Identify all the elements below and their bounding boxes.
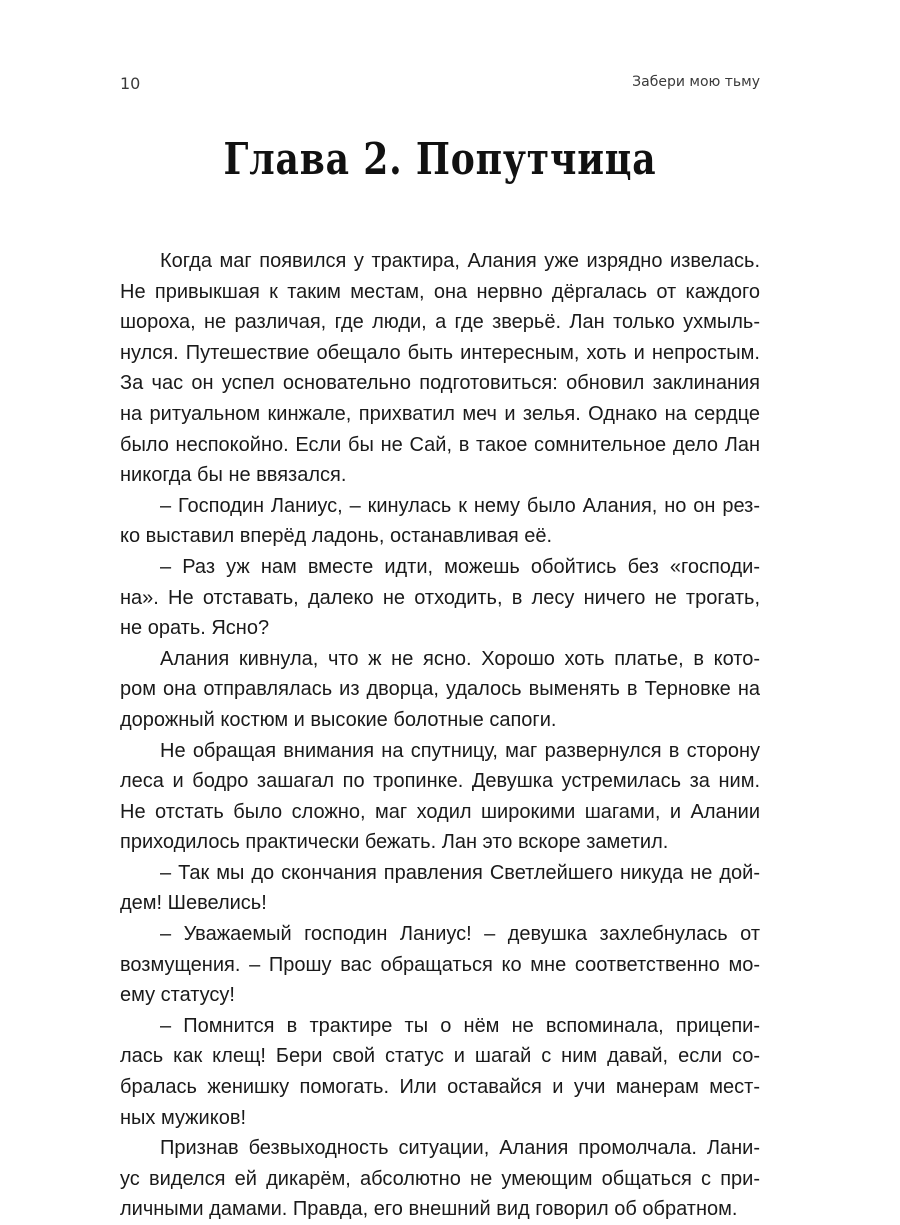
text-line: ему статусу!: [120, 984, 235, 1007]
book-title: Забери мою тьму: [632, 74, 760, 90]
paragraph: [120, 1011, 760, 1133]
text-line: на ритуальном кинжале, прихватил меч и зелья. Однако на сердце: [120, 402, 760, 425]
text-line: – Уважаемый господин Ланиус! – девушка захлебнулась от: [160, 923, 760, 946]
paragraph: [120, 919, 760, 1011]
text-line: Не обращая внимания на спутницу, маг развернулся в сторону: [160, 739, 760, 762]
paragraph: [120, 246, 760, 491]
text-line: на». Не отставать, далеко не отходить, в лесу ничего не трогать,: [120, 586, 760, 609]
text-line: леса и бодро зашагал по тропинке. Девушка устремилась за ним.: [120, 770, 760, 793]
text-line: бралась женишку помогать. Или оставайся и учи манерам мест-: [120, 1076, 760, 1099]
paragraph: [120, 1133, 760, 1225]
body-text: [120, 246, 760, 1225]
text-line: лась как клещ! Бери свой статус и шагай с ним давай, если со-: [120, 1045, 760, 1068]
chapter-title: Глава 2. Попутчица: [223, 134, 657, 185]
paragraph: [120, 858, 760, 919]
text-line: Не привыкшая к таким местам, она нервно дёргалась от каждого: [120, 280, 760, 303]
text-line: Алания кивнула, что ж не ясно. Хорошо хоть платье, в кото-: [160, 647, 760, 670]
text-line: не орать. Ясно?: [120, 617, 270, 640]
text-line: никогда бы не ввязался.: [120, 464, 347, 487]
paragraph: [120, 644, 760, 736]
text-line: ных мужиков!: [120, 1106, 247, 1129]
text-line: Не отстать было сложно, маг ходил широкими шагами, и Алании: [120, 800, 760, 823]
text-line: личными дамами. Правда, его внешний вид говорил об обратном.: [120, 1198, 738, 1221]
page-number: 10: [120, 74, 141, 93]
paragraph: [120, 736, 760, 858]
text-line: ус виделся ей дикарём, абсолютно не умеющим общаться с при-: [120, 1167, 760, 1190]
text-line: – Господин Ланиус, – кинулась к нему было Алания, но он рез-: [160, 494, 760, 517]
text-line: шороха, не различая, где люди, а где зверьё. Лан только ухмыль-: [120, 311, 760, 334]
text-line: Когда маг появился у трактира, Алания уже изрядно извелась.: [160, 250, 760, 272]
paragraph: [120, 491, 760, 552]
text-line: – Помнится в трактире ты о нём не вспоминала, прицепи-: [160, 1014, 760, 1037]
text-line: – Раз уж нам вместе идти, можешь обойтись без «господи-: [160, 555, 760, 578]
text-line: Признав безвыходность ситуации, Алания промолчала. Лани-: [160, 1137, 760, 1160]
running-header: [120, 74, 760, 96]
text-line: дем! Шевелись!: [120, 892, 267, 915]
text-line: возмущения. – Прошу вас обращаться ко мне соответственно мо-: [120, 953, 760, 976]
text-line: ко выставил вперёд ладонь, останавливая её.: [120, 525, 553, 548]
paragraph: [120, 552, 760, 644]
text-line: – Так мы до скончания правления Светлейшего никуда не дой-: [160, 861, 760, 884]
text-line: дорожный костюм и высокие болотные сапоги.: [120, 708, 557, 731]
text-line: За час он успел основательно подготовиться: обновил заклинания: [120, 372, 760, 395]
text-line: было неспокойно. Если бы не Сай, в такое сомнительное дело Лан: [120, 433, 760, 456]
text-line: нулся. Путешествие обещало быть интересным, хоть и непростым.: [120, 341, 760, 364]
text-line: приходилось практически бежать. Лан это вскоре заметил.: [120, 831, 669, 854]
text-line: ром она отправлялась из дворца, удалось выменять в Терновке на: [120, 678, 760, 701]
